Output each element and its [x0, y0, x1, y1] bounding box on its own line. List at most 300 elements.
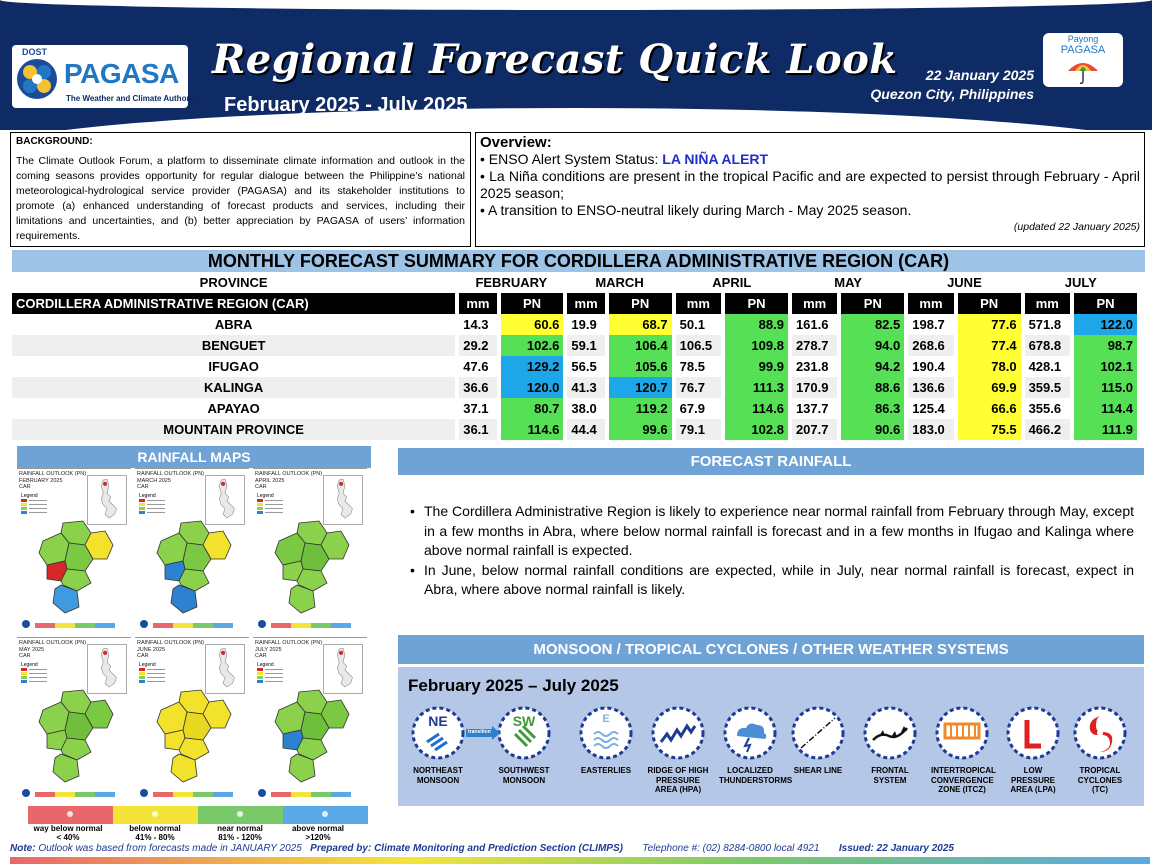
legend-swatch-label-line: [29, 500, 47, 501]
rainfall-mm: 79.1: [676, 419, 721, 440]
pagasa-seal-icon: [16, 58, 58, 100]
payong-line2: PAGASA: [1060, 44, 1106, 56]
rainfall-mm: 198.7: [912, 317, 945, 332]
rainfall-mm: 678.8: [1025, 335, 1070, 356]
forecast-rainfall-title: FORECAST RAINFALL: [398, 448, 1144, 475]
legend-category-name: below normal: [129, 824, 181, 833]
legend-swatch-label-line: [265, 673, 283, 674]
pagasa-wordmark: PAGASA: [64, 58, 179, 89]
map-footer-color-strip: [75, 792, 95, 797]
philippines-inset-map: [205, 644, 245, 694]
legend-swatch-label-line: [29, 673, 47, 674]
legend-weather-glyph: [237, 811, 243, 817]
legend-swatch-label-line: [29, 508, 47, 509]
pn-header: PN: [958, 293, 1021, 314]
rainfall-mm: 137.7: [795, 401, 829, 416]
rainfall-map-title-line: RAINFALL OUTLOOK (PN): [137, 471, 205, 477]
legend-swatch: [257, 499, 263, 502]
overview-updated: (updated 22 January 2025): [1013, 221, 1140, 233]
weather-system-label: TROPICAL CYCLONES (TC): [1077, 766, 1123, 794]
payong-pagasa-text: [1043, 34, 1123, 56]
weather-system-label: INTERTROPICAL CONVERGENCE ZONE (ITCZ): [931, 766, 996, 794]
legend-swatch-label-line: [29, 512, 47, 513]
month-header: JUNE: [947, 275, 982, 290]
legend-swatch: [21, 499, 27, 502]
footer-issued: Issued: 22 January 2025: [838, 843, 954, 854]
rainfall-map-title: [19, 640, 86, 660]
province-name: ABRA: [214, 317, 253, 332]
rainfall-map-title-line: RAINFALL OUTLOOK (PN): [255, 640, 323, 646]
rainfall-pn: 111.3: [725, 377, 788, 398]
map-footer-color-strip: [311, 623, 331, 628]
legend-swatch-label-line: [29, 677, 47, 678]
rainfall-mm: 76.7: [676, 377, 721, 398]
month-header: APRIL: [712, 275, 752, 290]
overview-line-transition: • A transition to ENSO-neutral likely during March - May 2025 season.: [480, 202, 912, 218]
weather-system-code: NE: [428, 713, 448, 729]
rainfall-pn: 94.0: [841, 335, 904, 356]
rainfall-mm: 355.6: [1028, 401, 1062, 416]
rainfall-mm: 106.5: [676, 335, 721, 356]
legend-swatch: [21, 668, 27, 671]
legend-swatch: [139, 511, 145, 514]
rainfall-map-legend: [21, 662, 65, 684]
footer-telephone: Telephone #: (02) 8284-0800 local 4921: [642, 843, 820, 854]
rainfall-map-title-line: MAY 2025: [19, 646, 45, 653]
table-row: [12, 398, 1137, 419]
rainfall-map-footer: [139, 617, 245, 631]
car-province-map: [261, 688, 361, 784]
rainfall-map: [17, 637, 131, 805]
legend-swatch: [139, 507, 145, 510]
rainfall-mm: 183.0: [908, 419, 953, 440]
car-province-map: [261, 519, 361, 615]
rainfall-map-title-line: CAR: [137, 653, 149, 659]
rainfall-mm: 44.4: [567, 419, 604, 440]
rainfall-map: [253, 468, 367, 636]
rainfall-pn: 99.9: [725, 356, 788, 377]
province-name: MOUNTAIN PROVINCE: [12, 419, 455, 440]
overview-section: [475, 132, 1145, 247]
rainfall-map-title: [137, 471, 204, 491]
rainfall-map-title: [255, 640, 322, 660]
rainfall-map-legend-title: Legend: [21, 493, 38, 499]
rainfall-map-title-line: RAINFALL OUTLOOK (PN): [19, 640, 87, 646]
province-name: APAYAO: [207, 401, 260, 416]
rainfall-pn: 102.6: [501, 335, 564, 356]
ridge-icon: [649, 704, 707, 762]
legend-swatch-label-line: [147, 508, 165, 509]
rainfall-mm: 38.0: [571, 401, 597, 416]
map-footer-color-strip: [331, 792, 351, 797]
region-label: CORDILLERA ADMINISTRATIVE REGION (CAR): [12, 293, 455, 314]
rainfall-mm: 190.4: [912, 359, 945, 374]
car-location-marker: [103, 651, 107, 655]
forecast-item: • The Cordillera Administrative Region is likely to experience near normal rainfall from February through May, except in a few months in Abra, where below normal rainfall is forecast and in a few months in Ifugao and Kalinga where above normal rainfall is expected.: [408, 502, 1134, 561]
map-footer-color-strip: [153, 623, 173, 628]
weather-system-code: SW: [512, 713, 536, 729]
map-footer-color-strip: [193, 623, 213, 628]
rainfall-pn: 102.8: [725, 419, 788, 440]
rainfall-map-legend: [257, 662, 301, 684]
rainfall-pn: 77.4: [958, 335, 1021, 356]
province-shape: [157, 702, 187, 734]
map-footer-color-strip: [173, 623, 193, 628]
rainfall-map: [135, 637, 249, 805]
province-header: PROVINCE: [199, 275, 268, 290]
legend-swatch: [257, 503, 263, 506]
weather-system-label: RIDGE OF HIGH PRESSURE AREA (HPA): [647, 766, 709, 794]
map-footer-color-strip: [271, 792, 291, 797]
rainfall-map-title-line: FEBRUARY 2025: [19, 477, 63, 484]
enso-status-line: [480, 151, 1140, 168]
rainfall-mm: 47.6: [463, 359, 489, 374]
car-location-marker: [221, 482, 225, 486]
legend-swatch: [21, 511, 27, 514]
legend-weather-glyph: [152, 811, 158, 817]
map-footer-color-strip: [213, 623, 233, 628]
legend-swatch: [257, 507, 263, 510]
rainfall-mm: 36.1: [459, 419, 496, 440]
rainfall-mm: 67.9: [679, 401, 705, 416]
page-title: Regional Forecast Quick Look: [212, 36, 898, 83]
rainfall-mm: 207.7: [792, 419, 837, 440]
province-shape: [39, 533, 69, 565]
rainfall-pn: 106.4: [609, 335, 672, 356]
rainfall-mm: 359.5: [1025, 377, 1070, 398]
rainfall-mm: 161.6: [795, 317, 829, 332]
province-name: IFUGAO: [208, 359, 259, 374]
rainfall-mm: 29.2: [459, 335, 496, 356]
rainfall-pn: 98.7: [1074, 335, 1137, 356]
legend-weather-glyph: [67, 811, 73, 817]
rainfall-pn: 88.6: [841, 377, 904, 398]
map-footer-color-strip: [271, 623, 291, 628]
rainfall-pn: 114.6: [725, 398, 788, 419]
legend-category-range: 81% - 120%: [218, 833, 262, 842]
rainfall-map-footer: [257, 786, 363, 800]
thunderstorm-icon: [721, 704, 779, 762]
car-location-marker: [221, 651, 225, 655]
province-shape: [39, 702, 69, 734]
legend-swatch-label-line: [265, 508, 283, 509]
dost-label: DOST: [22, 47, 48, 57]
legend-swatch: [139, 672, 145, 675]
pagasa-mini-logo: [22, 789, 30, 797]
rainfall-pn: 119.2: [609, 398, 672, 419]
pn-header: PN: [609, 293, 672, 314]
itcz-icon: [933, 704, 991, 762]
rainfall-pn: 114.6: [501, 419, 564, 440]
frontal-system-icon: [861, 704, 919, 762]
weather-system-label: LOCALIZED THUNDERSTORMS: [719, 766, 793, 785]
legend-swatch: [257, 668, 263, 671]
rainfall-pn: 129.2: [501, 356, 564, 377]
rainfall-pn: 60.6: [501, 314, 564, 335]
rainfall-map-footer: [21, 786, 127, 800]
rainfall-pn: 68.7: [609, 314, 672, 335]
weather-systems-period: February 2025 – July 2025: [408, 676, 619, 695]
rainfall-mm: 136.6: [908, 377, 953, 398]
rainfall-mm: 78.5: [679, 359, 705, 374]
background-section: [10, 132, 471, 247]
pagasa-mini-logo: [258, 620, 266, 628]
weather-system-item: [931, 704, 996, 795]
legend-category-label: [26, 824, 110, 842]
forecast-item: • In June, below normal rainfall conditions are expected, while in July, near normal rainfall is forecast, expect in Abra, where above normal rainfall is likely.: [408, 561, 1134, 600]
map-footer-color-strip: [331, 623, 351, 628]
rainfall-map-legend-title: Legend: [257, 493, 274, 499]
philippines-inset-map: [87, 644, 127, 694]
legend-category-label: [198, 824, 282, 842]
mm-header: mm: [1025, 293, 1070, 314]
philippines-inset-map: [323, 475, 363, 525]
rainfall-mm: 19.9: [571, 317, 597, 332]
rainfall-map-legend-title: Legend: [257, 662, 274, 668]
legend-swatch: [139, 676, 145, 679]
rainfall-mm: 278.7: [792, 335, 837, 356]
rainfall-map-title: [255, 471, 322, 491]
footer-prepared: Prepared by: Climate Monitoring and Prediction Section (CLIMPS): [310, 843, 623, 854]
legend-swatch: [21, 680, 27, 683]
rainfall-mm: 231.8: [795, 359, 829, 374]
legend-swatch-label-line: [29, 669, 47, 670]
pn-header: PN: [725, 293, 788, 314]
weather-system-item: [647, 704, 709, 795]
legend-swatch-label-line: [147, 504, 165, 505]
legend-swatch-label-line: [29, 504, 47, 505]
rainfall-pn: 115.0: [1074, 377, 1137, 398]
legend-category-label: [113, 824, 197, 842]
weather-system-item: [407, 704, 469, 785]
legend-category-name: way below normal: [33, 824, 103, 833]
rainfall-map-legend-swatches: [257, 499, 301, 515]
legend-category-range: >120%: [305, 833, 331, 842]
background-heading: BACKGROUND:: [16, 136, 93, 147]
legend-swatch-label-line: [147, 500, 165, 501]
rainfall-map-footer: [139, 786, 245, 800]
pagasa-mini-logo: [22, 620, 30, 628]
legend-swatch-label-line: [265, 669, 283, 670]
map-footer-color-strip: [95, 623, 115, 628]
weather-system-label: SOUTHWEST MONSOON: [498, 766, 550, 785]
map-footer-color-strip: [213, 792, 233, 797]
rainfall-map: [135, 468, 249, 636]
rainfall-map-title: [137, 640, 204, 660]
rainfall-map-legend: [139, 493, 183, 515]
pn-header: PN: [841, 293, 904, 314]
rainfall-map-legend-title: Legend: [139, 662, 156, 668]
issue-date: 22 January 2025: [925, 67, 1034, 83]
rainfall-map: [253, 637, 367, 805]
rainfall-map-legend: [21, 493, 65, 515]
mm-header: mm: [459, 293, 496, 314]
table-row: [12, 419, 1137, 440]
rainfall-map-legend-swatches: [139, 499, 183, 515]
rainfall-pn: 94.2: [841, 356, 904, 377]
transition-arrow-icon: [466, 726, 500, 740]
rainfall-maps-title: RAINFALL MAPS: [17, 446, 371, 468]
map-footer-color-strip: [173, 792, 193, 797]
weather-system-label: NORTHEAST MONSOON: [413, 766, 463, 785]
rainfall-mm: 50.1: [679, 317, 705, 332]
rainfall-map-legend-swatches: [21, 499, 65, 515]
transition-label: transition: [468, 729, 491, 735]
weather-system-label: SHEAR LINE: [793, 766, 843, 775]
rainfall-mm: 56.5: [571, 359, 597, 374]
rainfall-pn: 114.4: [1074, 398, 1137, 419]
footer-note: Outlook was based from forecasts made in JANUARY 2025: [35, 843, 302, 854]
legend-swatch-label-line: [147, 512, 165, 513]
header-wave: [0, 108, 1152, 130]
legend-category-name: above normal: [291, 824, 344, 833]
low-pressure-icon: [1004, 704, 1062, 762]
rainfall-pn: 102.1: [1074, 356, 1137, 377]
legend-swatch-label-line: [265, 681, 283, 682]
weather-system-item: [575, 704, 637, 776]
legend-swatch-label-line: [147, 669, 165, 670]
legend-category-label: [276, 824, 360, 842]
rainfall-mm: 125.4: [912, 401, 945, 416]
weather-systems-title: MONSOON / TROPICAL CYCLONES / OTHER WEATHER SYSTEMS: [398, 635, 1144, 664]
legend-swatch: [139, 668, 145, 671]
umbrella-icon: [1066, 59, 1100, 85]
rainfall-legend-bar: [28, 806, 368, 824]
rainfall-map-title-line: CAR: [255, 653, 267, 659]
province-shape: [157, 533, 187, 565]
rainfall-map-title-line: CAR: [255, 484, 267, 490]
rainfall-map-title-line: APRIL 2025: [255, 477, 285, 484]
legend-swatch: [257, 676, 263, 679]
car-location-marker: [339, 482, 343, 486]
legend-swatch: [139, 503, 145, 506]
car-location-marker: [339, 651, 343, 655]
weather-system-label: LOW PRESSURE AREA (LPA): [1010, 766, 1056, 794]
table-header-row: [12, 272, 1137, 293]
pagasa-tagline: The Weather and Climate Authority: [66, 94, 199, 103]
weather-system-item: [493, 704, 555, 785]
rainfall-pn: 69.9: [958, 377, 1021, 398]
legend-swatch: [139, 680, 145, 683]
rainfall-pn: 111.9: [1074, 419, 1137, 440]
month-header: MARCH: [595, 275, 644, 290]
legend-swatch: [257, 511, 263, 514]
weather-system-item: [787, 704, 849, 776]
pagasa-mini-logo: [140, 620, 148, 628]
legend-swatch: [257, 680, 263, 683]
forecast-rainfall-list: [408, 502, 1134, 600]
map-footer-color-strip: [35, 792, 55, 797]
rainfall-map-title-line: JULY 2025: [255, 646, 282, 653]
rainfall-mm: 36.6: [459, 377, 496, 398]
rainfall-mm: 14.3: [463, 317, 489, 332]
philippines-inset-map: [323, 644, 363, 694]
car-province-map: [25, 688, 125, 784]
philippines-inset-map: [87, 475, 127, 525]
pagasa-mini-logo: [140, 789, 148, 797]
map-footer-color-strip: [291, 623, 311, 628]
pn-header: PN: [1074, 293, 1137, 314]
map-footer-color-strip: [95, 792, 115, 797]
rainfall-mm: 59.1: [567, 335, 604, 356]
legend-swatch-label-line: [265, 500, 283, 501]
rainfall-pn: 120.7: [609, 377, 672, 398]
rainfall-map-title-line: JUNE 2025: [137, 646, 166, 653]
rainfall-map-legend-swatches: [139, 668, 183, 684]
legend-swatch-label-line: [147, 677, 165, 678]
table-row: [12, 335, 1137, 356]
rainfall-map-title-line: RAINFALL OUTLOOK (PN): [137, 640, 205, 646]
footer: [10, 843, 1150, 854]
legend-swatch: [139, 499, 145, 502]
rainfall-pn: 75.5: [958, 419, 1021, 440]
legend-swatch-label-line: [147, 673, 165, 674]
rainfall-mm: 571.8: [1028, 317, 1062, 332]
rainfall-mm: 428.1: [1028, 359, 1062, 374]
legend-swatch-label-line: [265, 677, 283, 678]
map-footer-color-strip: [55, 623, 75, 628]
legend-swatch-label-line: [29, 681, 47, 682]
rainfall-map-title-line: RAINFALL OUTLOOK (PN): [255, 471, 323, 477]
issue-location: Quezon City, Philippines: [870, 86, 1034, 102]
rainfall-map-footer: [257, 617, 363, 631]
map-footer-color-strip: [291, 792, 311, 797]
legend-swatch: [21, 503, 27, 506]
rainfall-map-title-line: CAR: [19, 653, 31, 659]
legend-category-range: 41% - 80%: [135, 833, 175, 842]
weather-system-code: E: [602, 713, 610, 725]
rainfall-map-title-line: CAR: [19, 484, 31, 490]
rainfall-pn: 122.0: [1074, 314, 1137, 335]
rainfall-pn: 90.6: [841, 419, 904, 440]
rainfall-pn: 109.8: [725, 335, 788, 356]
table-row: [12, 377, 1137, 398]
car-province-map: [143, 688, 243, 784]
tropical-cyclone-icon: [1071, 704, 1129, 762]
car-province-map: [143, 519, 243, 615]
rainfall-map-legend: [139, 662, 183, 684]
legend-category-name: near normal: [217, 824, 263, 833]
rainfall-map-legend: [257, 493, 301, 515]
rainfall-map: [17, 468, 131, 636]
province-name: KALINGA: [12, 377, 455, 398]
rainfall-map-legend-swatches: [21, 668, 65, 684]
payong-line1: Payong: [1067, 34, 1099, 44]
philippines-inset-map: [205, 475, 245, 525]
rainfall-pn: 66.6: [958, 398, 1021, 419]
legend-weather-glyph: [322, 811, 328, 817]
table-row: [12, 356, 1137, 377]
legend-swatch: [21, 672, 27, 675]
footer-color-bar: [10, 857, 1150, 864]
map-footer-color-strip: [35, 623, 55, 628]
rainfall-map-footer: [21, 617, 127, 631]
car-province-map: [25, 519, 125, 615]
rainfall-map-legend-swatches: [257, 668, 301, 684]
rainfall-map-title-line: CAR: [137, 484, 149, 490]
pn-header: PN: [501, 293, 564, 314]
map-footer-color-strip: [193, 792, 213, 797]
footer-note-label: Note:: [10, 843, 36, 854]
weather-system-item: [1069, 704, 1131, 795]
header-top-stripe: [0, 0, 1152, 10]
forecast-table-title: MONTHLY FORECAST SUMMARY FOR CORDILLERA ADMINISTRATIVE REGION (CAR): [12, 250, 1145, 272]
rainfall-mm: 41.3: [567, 377, 604, 398]
shear-line-icon: [789, 704, 847, 762]
forecast-table: [8, 272, 1141, 440]
table-row: [12, 314, 1137, 335]
rainfall-pn: 105.6: [609, 356, 672, 377]
